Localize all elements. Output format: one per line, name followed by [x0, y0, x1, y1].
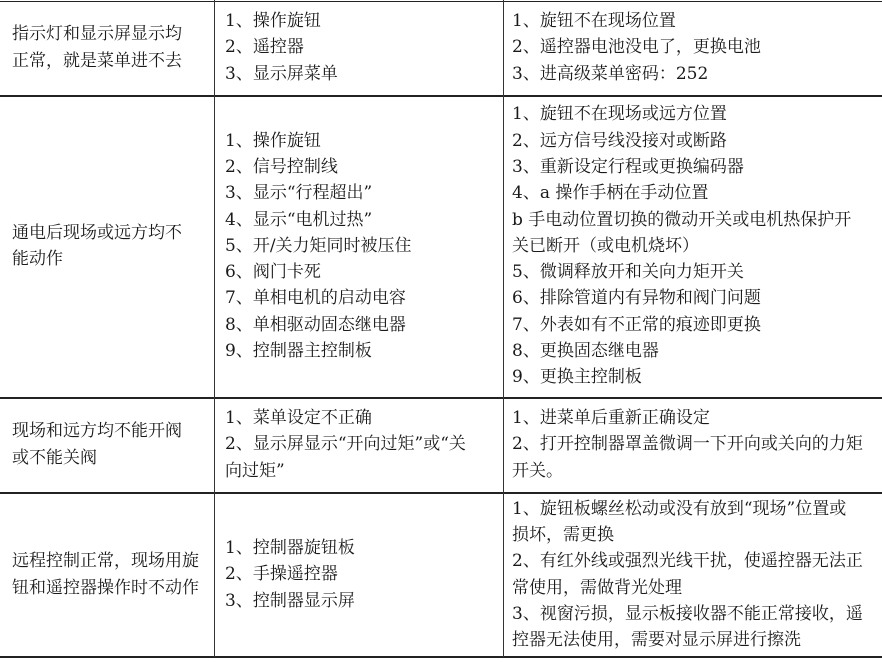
- cell-line: 9、控制器主控制板: [225, 341, 372, 362]
- cell-line: 2、信号控制线: [225, 156, 338, 177]
- table-row: [0, 95, 882, 397]
- row-divider: [0, 1, 882, 3]
- cell-line: 关已断开（或电机烧坏）: [512, 235, 699, 256]
- cell-line: 常使用，需做背光处理: [512, 577, 682, 598]
- table-row: [0, 397, 882, 492]
- cell-line: 1、菜单设定不正确: [225, 408, 372, 429]
- cell-line: 2、遥控器: [225, 37, 304, 58]
- cell-line: 或不能关阀: [12, 447, 97, 468]
- row-divider: [0, 656, 882, 658]
- cell-line: 6、阀门卡死: [225, 262, 321, 283]
- cell-line: 2、有红外线或强烈光线干扰，使遥控器无法正: [512, 551, 863, 572]
- cell-line: 3、显示屏菜单: [225, 63, 338, 84]
- cell-line: 控器无法使用，需要对显示屏进行擦洗: [512, 630, 801, 651]
- cell-line: 2、手操遥控器: [225, 564, 338, 585]
- cell-line: 远程控制正常，现场用旋: [12, 551, 199, 572]
- symptom-cell: [0, 0, 214, 95]
- remedies-cell: [504, 492, 882, 657]
- symptom-cell: [0, 95, 214, 397]
- causes-cell: [215, 492, 503, 657]
- cell-line: 钮和遥控器操作时不动作: [12, 577, 199, 598]
- cell-line: 3、视窗污损，显示板接收器不能正常接收，遥: [512, 603, 863, 624]
- cell-line: 1、操作旋钮: [225, 11, 321, 32]
- cell-line: 开关。: [512, 460, 563, 481]
- cell-line: 损坏，需更换: [512, 524, 614, 545]
- cell-line: 7、外表如有不正常的痕迹即更换: [512, 314, 761, 335]
- row-divider: [0, 95, 882, 97]
- cell-line: 向过矩”: [225, 460, 285, 481]
- cell-line: 能动作: [12, 249, 63, 269]
- row-divider: [0, 492, 882, 494]
- cell-line: 8、单相驱动固态继电器: [225, 314, 406, 335]
- causes-cell: [215, 95, 503, 397]
- cell-line: 通电后现场或远方均不: [12, 222, 182, 243]
- remedies-cell: [504, 95, 882, 397]
- cell-line: 6、排除管道内有异物和阀门问题: [512, 288, 761, 309]
- symptom-cell: [0, 397, 214, 492]
- cell-line: 现场和远方均不能开阀: [12, 421, 182, 442]
- cell-line: 1、旋钮不在现场位置: [512, 11, 676, 32]
- cell-line: 7、单相电机的启动电容: [225, 288, 406, 309]
- column-divider: [214, 0, 215, 657]
- cell-line: 5、微调释放开和关向力矩开关: [512, 262, 744, 283]
- cell-line: 8、更换固态继电器: [512, 341, 659, 362]
- remedies-cell: [504, 397, 882, 492]
- table-row: [0, 492, 882, 657]
- column-divider: [503, 0, 504, 657]
- cell-line: 1、操作旋钮: [225, 130, 321, 151]
- causes-cell: [215, 0, 503, 95]
- cell-line: 4、a 操作手柄在手动位置: [512, 183, 709, 204]
- cell-line: 1、进菜单后重新正确设定: [512, 408, 710, 429]
- remedies-cell: [504, 0, 882, 95]
- cell-line: 2、显示屏显示“开向过矩”或“关: [225, 434, 466, 455]
- cell-line: b 手电动位置切换的微动开关或电机热保护开: [512, 209, 852, 230]
- symptom-cell: [0, 492, 214, 657]
- cell-line: 1、旋钮不在现场或远方位置: [512, 104, 727, 125]
- cell-line: 3、进高级菜单密码：252: [512, 63, 709, 84]
- cell-line: 1、控制器旋钮板: [225, 538, 355, 559]
- cell-line: 5、开/关力矩同时被压住: [225, 235, 412, 256]
- cell-line: 3、控制器显示屏: [225, 590, 355, 611]
- cell-line: 3、重新设定行程或更换编码器: [512, 156, 744, 177]
- cell-line: 指示灯和显示屏显示均: [12, 24, 182, 45]
- cell-line: 1、旋钮板螺丝松动或没有放到“现场”位置或: [512, 498, 847, 519]
- causes-cell: [215, 397, 503, 492]
- cell-line: 2、远方信号线没接对或断路: [512, 130, 727, 151]
- table-row: [0, 0, 882, 95]
- row-divider: [0, 397, 882, 399]
- cell-line: 2、打开控制器罩盖微调一下开向或关向的力矩: [512, 434, 863, 455]
- cell-line: 9、更换主控制板: [512, 367, 642, 388]
- cell-line: 2、遥控器电池没电了，更换电池: [512, 37, 761, 58]
- cell-line: 3、显示“行程超出”: [225, 183, 373, 204]
- cell-line: 正常，就是菜单进不去: [12, 50, 182, 71]
- cell-line: 4、显示“电机过热”: [225, 209, 373, 230]
